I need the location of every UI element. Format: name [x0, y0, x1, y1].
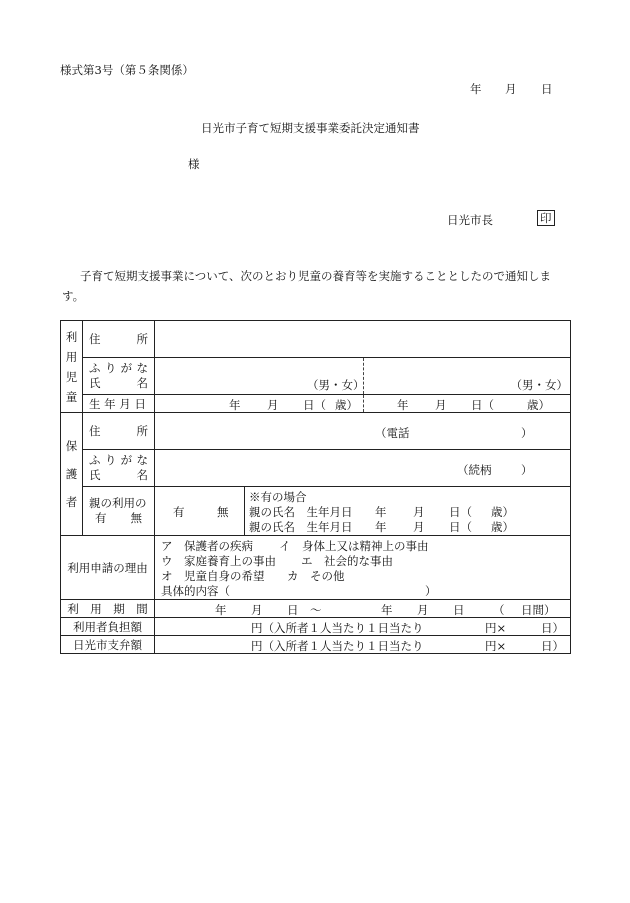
reason-ka: カ その他 [287, 569, 345, 583]
child-address-label: 住 所 [83, 321, 155, 358]
reason-label: 利用申請の理由 [61, 536, 155, 600]
period-day2: 日 [453, 603, 465, 617]
guardian-address-label: 住 所 [83, 413, 155, 450]
user-fee-field[interactable] [155, 618, 571, 636]
date-day: 日 [541, 82, 553, 96]
birth-left-day: 日（ [303, 398, 326, 412]
body-text-line2: す。 [62, 289, 85, 303]
parent-case-note: ※有の場合 [249, 490, 307, 504]
user-fee-days: 日） [541, 621, 564, 635]
parent-use-yes: 有 [173, 505, 185, 519]
reason-a: ア 保護者の疾病 [161, 539, 253, 553]
phone-close: ） [521, 426, 533, 440]
guardian-address-field[interactable] [155, 413, 571, 450]
birth-left-month: 月 [267, 398, 279, 412]
body-text-line1: 子育て短期支援事業について、次のとおり児童の養育等を実施することとしたので通知しま [80, 269, 552, 283]
seal-mark: 印 [537, 210, 555, 226]
phone-label: （電話 [375, 426, 410, 440]
guardian-group-label: 保 護 者 [61, 413, 83, 536]
guardian-name-label: ふ り が な 氏 名 [83, 450, 155, 487]
parent-line1-day: 日（ [449, 505, 472, 519]
period-month2: 月 [417, 603, 429, 617]
period-year2: 年 [381, 603, 393, 617]
birth-left-year: 年 [229, 398, 241, 412]
form-number: 様式第3号（第５条関係） [60, 63, 194, 77]
city-fee-field[interactable] [155, 636, 571, 654]
date-month: 月 [505, 82, 517, 96]
period-days-open: （ [493, 603, 505, 617]
child-name-label: ふ り が な 氏 名 [83, 358, 155, 395]
birth-right-month: 月 [435, 398, 447, 412]
relation-label: （続柄 [457, 463, 492, 477]
document-title: 日光市子育て短期支援事業委託決定通知書 [201, 121, 420, 135]
period-month1: 月 [251, 603, 263, 617]
parent-line2-day: 日（ [449, 520, 472, 534]
period-days: 日間） [521, 603, 556, 617]
child-address-field[interactable] [155, 321, 571, 358]
period-label: 利 用 期 間 [61, 600, 155, 618]
period-field[interactable] [155, 600, 571, 618]
city-fee-days: 日） [541, 639, 564, 653]
parent-line2-age: 歳） [491, 520, 514, 534]
city-fee-text: 円（入所者１人当たり１日当たり [251, 639, 424, 653]
birth-right-age: 歳） [527, 398, 550, 412]
child-birth-label: 生 年 月 日 [83, 395, 155, 413]
parent-use-label: 親の利用の 有 無 [83, 487, 155, 536]
period-year1: 年 [215, 603, 227, 617]
child-name-field[interactable] [155, 358, 571, 395]
sex-right: （男・女） [510, 378, 569, 392]
user-fee-mult: 円× [485, 621, 507, 635]
city-fee-label: 日光市支弁額 [61, 636, 155, 654]
parent-line2-year: 年 [375, 520, 387, 534]
reason-e: エ 社会的な事由 [301, 554, 393, 568]
application-table [60, 320, 571, 654]
parent-use-choice[interactable] [155, 487, 245, 536]
user-fee-label: 利用者負担額 [61, 618, 155, 636]
parent-line1-year: 年 [375, 505, 387, 519]
reason-detail: 具体的内容（ [161, 584, 230, 598]
user-fee-text: 円（入所者１人当たり１日当たり [251, 621, 424, 635]
reason-o: オ 児童自身の希望 [161, 569, 265, 583]
parent-line1-label: 親の氏名 生年月日 [249, 505, 353, 519]
reason-i: イ 身体上又は精神上の事由 [279, 539, 429, 553]
birth-right-year: 年 [397, 398, 409, 412]
parent-info-field[interactable] [245, 487, 571, 536]
addressee-suffix: 様 [188, 157, 200, 171]
parent-use-no: 無 [217, 505, 229, 519]
birth-right-day: 日（ [471, 398, 494, 412]
date-year: 年 [470, 82, 482, 96]
sex-left: （男・女） [307, 378, 365, 392]
reason-detail-close: ） [425, 584, 437, 598]
parent-line2-label: 親の氏名 生年月日 [249, 520, 353, 534]
child-birth-field[interactable] [155, 395, 571, 413]
child-group-label: 利 用 児 童 [61, 321, 83, 413]
period-day1: 日 ～ [287, 603, 322, 617]
relation-close: ） [521, 463, 533, 477]
reason-field[interactable] [155, 536, 571, 600]
parent-line2-month: 月 [413, 520, 425, 534]
parent-line1-age: 歳） [491, 505, 514, 519]
city-fee-mult: 円× [485, 639, 507, 653]
reason-u: ウ 家庭養育上の事由 [161, 554, 276, 568]
guardian-name-field[interactable] [155, 450, 571, 487]
parent-line1-month: 月 [413, 505, 425, 519]
birth-left-age: 歳） [335, 398, 358, 412]
issuer-name: 日光市長 [447, 213, 493, 227]
